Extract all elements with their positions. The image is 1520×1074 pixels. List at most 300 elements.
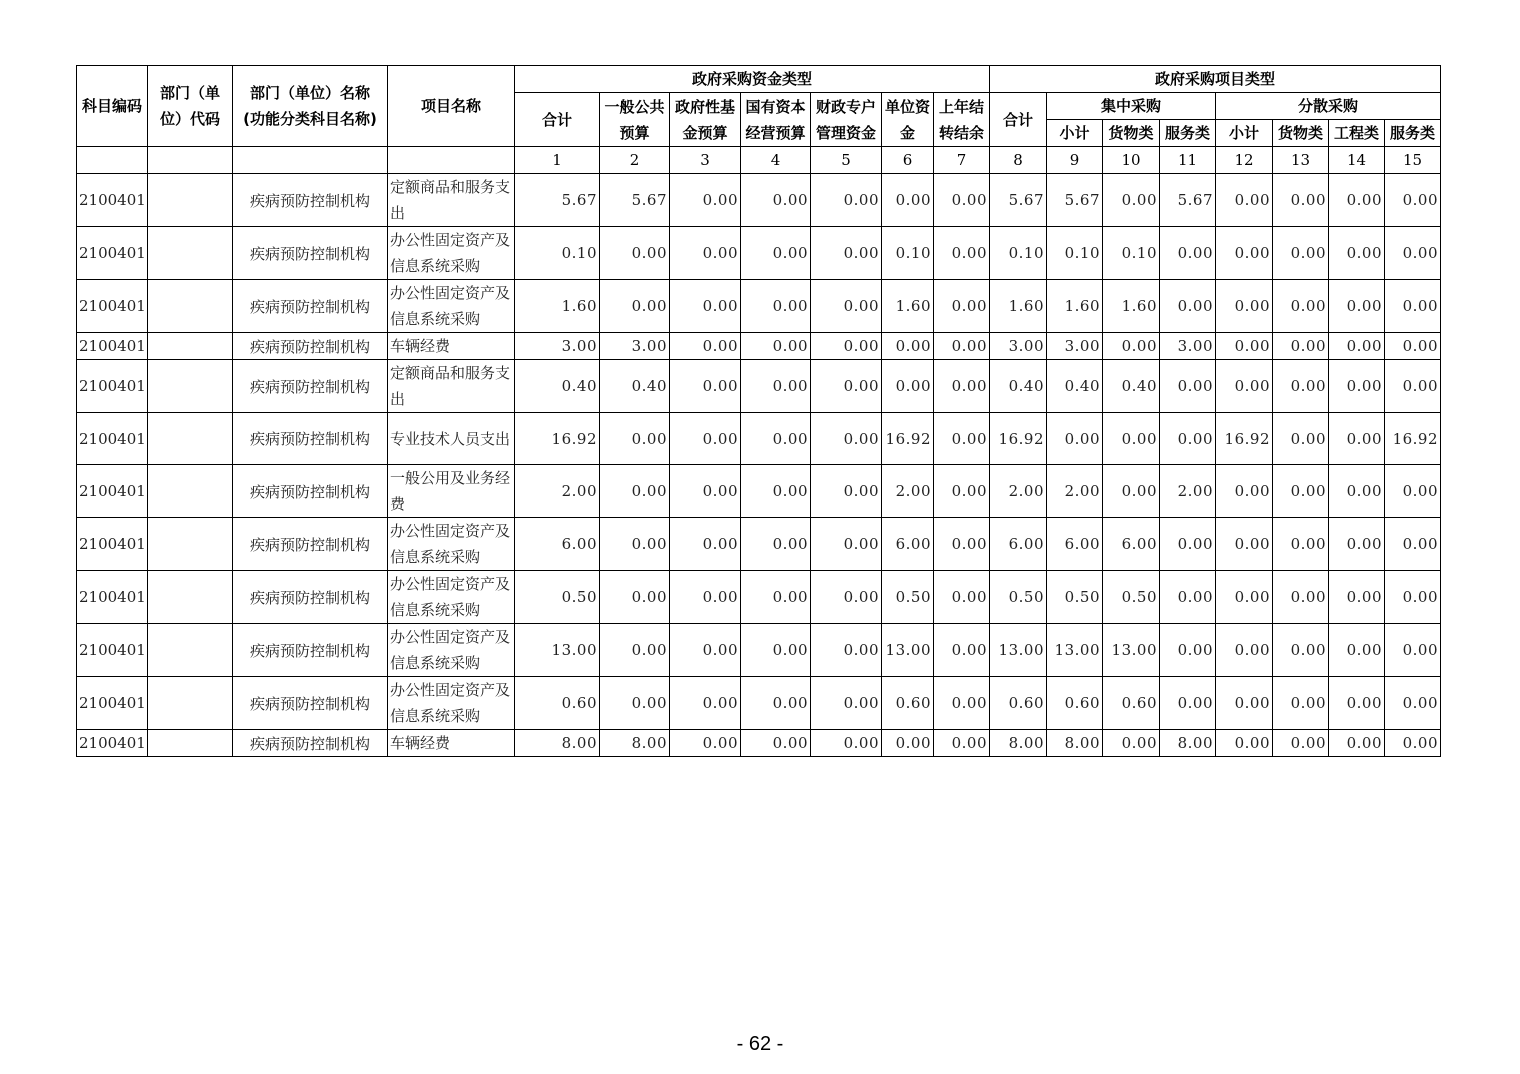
cell-value: 0.40 [515,360,600,413]
header-group-fund: 政府采购资金类型 [515,66,990,93]
index-cell: 11 [1160,147,1216,174]
header-special-line1: 财政专户 [815,97,876,116]
cell-value: 0.00 [1273,174,1329,227]
cell-value: 3.00 [600,333,670,360]
index-blank [233,147,388,174]
cell-value: 5.67 [1160,174,1216,227]
cell-value: 0.10 [882,227,934,280]
cell-value: 0.00 [741,333,811,360]
cell-value: 2.00 [990,465,1047,518]
cell-value: 0.00 [1103,174,1160,227]
cell-dept-code [148,677,233,730]
header-gov-fund-line2: 金预算 [682,123,728,142]
cell-code: 2100401 [77,624,148,677]
cell-value: 16.92 [1216,413,1273,465]
cell-project: 定额商品和服务支出 [388,174,515,227]
cell-value: 0.00 [811,518,882,571]
cell-value: 0.00 [670,227,741,280]
cell-value: 8.00 [515,730,600,757]
cell-value: 5.67 [990,174,1047,227]
cell-value: 0.00 [741,413,811,465]
cell-value: 0.00 [600,571,670,624]
cell-value: 0.00 [1160,677,1216,730]
cell-value: 0.00 [741,465,811,518]
cell-value: 1.60 [515,280,600,333]
cell-value: 8.00 [990,730,1047,757]
cell-value: 0.00 [811,174,882,227]
index-blank [388,147,515,174]
header-carry [934,93,990,147]
header-gov-fund [670,93,741,147]
cell-value: 0.00 [741,174,811,227]
cell-project: 办公性固定资产及信息系统采购 [388,280,515,333]
header-general [600,93,670,147]
cell-value: 0.00 [1160,518,1216,571]
header-goods2: 货物类 [1273,120,1329,147]
header-goods: 货物类 [1103,120,1160,147]
index-cell: 10 [1103,147,1160,174]
cell-project: 车辆经费 [388,730,515,757]
header-dept-name-line2: (功能分类科目名称) [243,110,377,128]
cell-value: 5.67 [600,174,670,227]
cell-value: 0.60 [1047,677,1103,730]
cell-code: 2100401 [77,174,148,227]
cell-dept-name: 疾病预防控制机构 [233,677,388,730]
header-code [77,66,148,147]
cell-code: 2100401 [77,518,148,571]
cell-dept-code [148,413,233,465]
cell-value: 0.00 [600,413,670,465]
cell-dept-code [148,174,233,227]
cell-value: 0.00 [1385,518,1441,571]
cell-dept-name: 疾病预防控制机构 [233,518,388,571]
cell-value: 0.10 [1047,227,1103,280]
cell-project: 定额商品和服务支出 [388,360,515,413]
header-project [388,66,515,147]
cell-value: 0.00 [1385,677,1441,730]
cell-value: 0.00 [741,677,811,730]
cell-value: 0.10 [1103,227,1160,280]
cell-value: 0.00 [600,518,670,571]
cell-value: 0.00 [1273,227,1329,280]
cell-value: 0.00 [1103,413,1160,465]
cell-value: 0.00 [811,280,882,333]
cell-value: 0.00 [1385,730,1441,757]
cell-value: 0.00 [1273,413,1329,465]
cell-value: 0.00 [1329,413,1385,465]
cell-value: 0.00 [1329,624,1385,677]
cell-code: 2100401 [77,280,148,333]
cell-dept-name: 疾病预防控制机构 [233,730,388,757]
cell-value: 0.00 [882,174,934,227]
header-gov-fund-line1: 政府性基 [674,97,735,116]
cell-value: 16.92 [882,413,934,465]
cell-value: 1.60 [1047,280,1103,333]
page-number: - 62 - [736,1033,784,1055]
cell-value: 13.00 [882,624,934,677]
cell-dept-code [148,518,233,571]
cell-value: 0.50 [1103,571,1160,624]
header-dept-name-line1: 部门（单位）名称 [249,84,370,102]
index-cell: 7 [934,147,990,174]
cell-value: 6.00 [990,518,1047,571]
cell-value: 0.00 [1273,465,1329,518]
cell-value: 13.00 [515,624,600,677]
cell-value: 0.00 [882,333,934,360]
header-unit [882,93,934,147]
cell-value: 0.00 [741,227,811,280]
cell-value: 0.00 [1385,280,1441,333]
cell-value: 6.00 [1103,518,1160,571]
cell-value: 0.60 [515,677,600,730]
cell-value: 0.00 [811,730,882,757]
cell-value: 0.00 [811,677,882,730]
cell-value: 1.60 [1103,280,1160,333]
cell-value: 0.00 [811,465,882,518]
header-dept-code-line2: 位）代码 [159,110,220,128]
cell-value: 0.00 [1385,360,1441,413]
header-special [811,93,882,147]
index-cell: 3 [670,147,741,174]
cell-value: 0.00 [1273,333,1329,360]
header-unit-line2: 金 [899,123,915,142]
cell-value: 0.00 [670,280,741,333]
cell-value: 16.92 [515,413,600,465]
header-services2: 服务类 [1385,120,1441,147]
cell-value: 0.00 [934,227,990,280]
cell-value: 16.92 [990,413,1047,465]
cell-value: 0.00 [741,360,811,413]
cell-value: 0.00 [670,465,741,518]
cell-value: 0.00 [1216,677,1273,730]
index-cell: 15 [1385,147,1441,174]
cell-value: 0.00 [1273,730,1329,757]
cell-value: 3.00 [990,333,1047,360]
cell-value: 0.00 [670,174,741,227]
index-cell: 2 [600,147,670,174]
header-works: 工程类 [1329,120,1385,147]
cell-project: 办公性固定资产及信息系统采购 [388,518,515,571]
table-row [77,174,1441,227]
cell-project: 办公性固定资产及信息系统采购 [388,624,515,677]
cell-value: 0.00 [670,333,741,360]
index-cell: 12 [1216,147,1273,174]
header-dept-name [233,66,388,147]
cell-value: 0.00 [1216,227,1273,280]
cell-value: 0.40 [600,360,670,413]
cell-value: 0.00 [670,518,741,571]
cell-value: 0.00 [1103,333,1160,360]
cell-dept-name: 疾病预防控制机构 [233,360,388,413]
cell-code: 2100401 [77,227,148,280]
cell-dept-code [148,730,233,757]
header-subtotal: 小计 [1047,120,1103,147]
index-blank [148,147,233,174]
index-cell: 13 [1273,147,1329,174]
cell-value: 0.00 [600,465,670,518]
cell-value: 0.00 [600,227,670,280]
cell-value: 0.00 [1329,174,1385,227]
cell-dept-name: 疾病预防控制机构 [233,174,388,227]
cell-value: 0.00 [1385,571,1441,624]
header-general-line1: 一般公共 [604,97,665,116]
header-state-line2: 经营预算 [745,123,806,142]
header-code-label: 科目编码 [81,97,142,115]
table-row [77,280,1441,333]
table-row [77,227,1441,280]
cell-value: 0.00 [1216,730,1273,757]
cell-dept-code [148,360,233,413]
cell-value: 0.00 [811,360,882,413]
procurement-budget-table [76,65,1441,757]
index-cell: 14 [1329,147,1385,174]
cell-value: 0.60 [1103,677,1160,730]
cell-value: 0.00 [1160,571,1216,624]
cell-value: 6.00 [515,518,600,571]
cell-value: 0.00 [811,413,882,465]
cell-dept-code [148,465,233,518]
cell-value: 0.00 [670,360,741,413]
cell-value: 0.00 [1329,465,1385,518]
cell-value: 0.40 [1103,360,1160,413]
cell-value: 0.00 [1103,730,1160,757]
cell-code: 2100401 [77,413,148,465]
cell-value: 16.92 [1385,413,1441,465]
cell-dept-name: 疾病预防控制机构 [233,280,388,333]
cell-value: 0.50 [1047,571,1103,624]
cell-value: 8.00 [1047,730,1103,757]
cell-value: 0.00 [1216,571,1273,624]
cell-value: 0.00 [1329,571,1385,624]
header-services: 服务类 [1160,120,1216,147]
cell-value: 2.00 [1160,465,1216,518]
cell-value: 0.00 [1273,571,1329,624]
cell-dept-code [148,333,233,360]
header-group-type: 政府采购项目类型 [990,66,1441,93]
cell-value: 0.00 [934,677,990,730]
cell-dept-name: 疾病预防控制机构 [233,465,388,518]
cell-value: 0.00 [1216,280,1273,333]
cell-code: 2100401 [77,730,148,757]
cell-code: 2100401 [77,465,148,518]
cell-value: 1.60 [882,280,934,333]
cell-value: 0.00 [934,465,990,518]
header-project-label: 项目名称 [420,97,481,115]
cell-value: 0.00 [670,413,741,465]
cell-value: 0.00 [934,360,990,413]
cell-code: 2100401 [77,360,148,413]
cell-value: 0.00 [811,624,882,677]
header-state-line1: 国有资本 [745,97,806,116]
cell-value: 2.00 [515,465,600,518]
cell-value: 2.00 [1047,465,1103,518]
cell-value: 0.10 [515,227,600,280]
table-row [77,624,1441,677]
cell-value: 0.00 [1216,518,1273,571]
cell-value: 0.00 [600,677,670,730]
cell-value: 0.50 [515,571,600,624]
cell-value: 0.00 [1216,624,1273,677]
cell-value: 0.00 [1329,227,1385,280]
index-cell: 5 [811,147,882,174]
cell-value: 3.00 [1047,333,1103,360]
cell-value: 0.00 [1329,518,1385,571]
cell-dept-name: 疾病预防控制机构 [233,624,388,677]
cell-dept-name: 疾病预防控制机构 [233,571,388,624]
cell-value: 0.00 [1329,730,1385,757]
table-body [77,174,1441,757]
cell-value: 0.00 [1273,360,1329,413]
cell-dept-name: 疾病预防控制机构 [233,227,388,280]
cell-value: 0.60 [882,677,934,730]
cell-dept-name: 疾病预防控制机构 [233,333,388,360]
cell-value: 13.00 [990,624,1047,677]
cell-value: 0.00 [741,571,811,624]
header-subtotal2: 小计 [1216,120,1273,147]
header-dept-code-line1: 部门（单 [159,84,220,102]
cell-value: 0.00 [1385,465,1441,518]
cell-dept-code [148,227,233,280]
header-special-line2: 管理资金 [815,123,876,142]
index-cell: 1 [515,147,600,174]
cell-value: 0.00 [600,624,670,677]
cell-value: 0.00 [741,730,811,757]
cell-value: 0.00 [1160,280,1216,333]
cell-value: 0.00 [1047,413,1103,465]
cell-value: 0.00 [934,333,990,360]
header-carry-line2: 转结余 [938,123,984,142]
cell-value: 0.00 [600,280,670,333]
cell-value: 0.00 [741,518,811,571]
cell-value: 0.00 [1385,333,1441,360]
index-cell: 9 [1047,147,1103,174]
table-row [77,333,1441,360]
cell-value: 0.60 [990,677,1047,730]
cell-value: 0.00 [1329,677,1385,730]
cell-value: 0.00 [1273,624,1329,677]
header-index-row [77,147,1441,174]
cell-value: 0.00 [1385,174,1441,227]
cell-project: 办公性固定资产及信息系统采购 [388,677,515,730]
cell-value: 0.00 [741,280,811,333]
cell-value: 5.67 [515,174,600,227]
cell-dept-code [148,624,233,677]
cell-code: 2100401 [77,571,148,624]
cell-value: 0.00 [1273,518,1329,571]
cell-value: 0.00 [934,571,990,624]
cell-code: 2100401 [77,677,148,730]
cell-value: 0.00 [670,730,741,757]
header-scattered: 分散采购 [1216,93,1441,120]
table-row [77,677,1441,730]
cell-value: 8.00 [600,730,670,757]
cell-value: 0.00 [1385,624,1441,677]
cell-value: 0.00 [1329,280,1385,333]
cell-value: 0.50 [990,571,1047,624]
cell-code: 2100401 [77,333,148,360]
cell-project: 办公性固定资产及信息系统采购 [388,571,515,624]
cell-value: 0.00 [670,677,741,730]
header-total: 合计 [515,93,600,147]
cell-value: 13.00 [1103,624,1160,677]
cell-value: 0.00 [1329,360,1385,413]
header-general-line2: 预算 [619,123,650,142]
header-unit-line1: 单位资 [884,97,930,116]
cell-value: 0.00 [1385,227,1441,280]
cell-value: 3.00 [515,333,600,360]
cell-value: 0.00 [1329,333,1385,360]
cell-value: 0.10 [990,227,1047,280]
cell-value: 0.00 [1160,413,1216,465]
header-central: 集中采购 [1047,93,1216,120]
cell-value: 0.00 [882,730,934,757]
cell-value: 0.00 [1273,280,1329,333]
cell-value: 6.00 [882,518,934,571]
table-row [77,518,1441,571]
table-row [77,730,1441,757]
cell-value: 0.00 [1160,227,1216,280]
cell-value: 1.60 [990,280,1047,333]
cell-value: 0.50 [882,571,934,624]
cell-value: 0.40 [1047,360,1103,413]
index-cell: 4 [741,147,811,174]
cell-project: 专业技术人员支出 [388,413,515,465]
cell-value: 0.00 [1216,333,1273,360]
cell-dept-code [148,571,233,624]
cell-value: 0.00 [1103,465,1160,518]
index-blank [77,147,148,174]
cell-project: 一般公用及业务经费 [388,465,515,518]
cell-value: 0.00 [934,280,990,333]
cell-project: 车辆经费 [388,333,515,360]
index-cell: 8 [990,147,1047,174]
cell-value: 0.00 [934,730,990,757]
index-cell: 6 [882,147,934,174]
table-row [77,360,1441,413]
table-row [77,571,1441,624]
cell-value: 0.00 [934,518,990,571]
header-state [741,93,811,147]
cell-value: 13.00 [1047,624,1103,677]
cell-value: 0.00 [670,571,741,624]
cell-value: 5.67 [1047,174,1103,227]
cell-value: 0.40 [990,360,1047,413]
cell-value: 0.00 [1216,174,1273,227]
cell-value: 0.00 [1216,360,1273,413]
cell-value: 0.00 [934,174,990,227]
cell-value: 0.00 [811,571,882,624]
cell-value: 0.00 [1273,677,1329,730]
cell-value: 0.00 [934,413,990,465]
cell-value: 0.00 [1160,624,1216,677]
cell-value: 8.00 [1160,730,1216,757]
header-dept-code [148,66,233,147]
cell-value: 0.00 [934,624,990,677]
cell-value: 6.00 [1047,518,1103,571]
cell-project: 办公性固定资产及信息系统采购 [388,227,515,280]
table-row [77,413,1441,465]
cell-value: 0.00 [1160,360,1216,413]
table-row [77,465,1441,518]
cell-value: 0.00 [670,624,741,677]
cell-value: 0.00 [741,624,811,677]
cell-value: 0.00 [882,360,934,413]
header-total2: 合计 [990,93,1047,147]
cell-dept-name: 疾病预防控制机构 [233,413,388,465]
cell-value: 0.00 [811,227,882,280]
header-carry-line1: 上年结 [938,97,984,116]
cell-dept-code [148,280,233,333]
